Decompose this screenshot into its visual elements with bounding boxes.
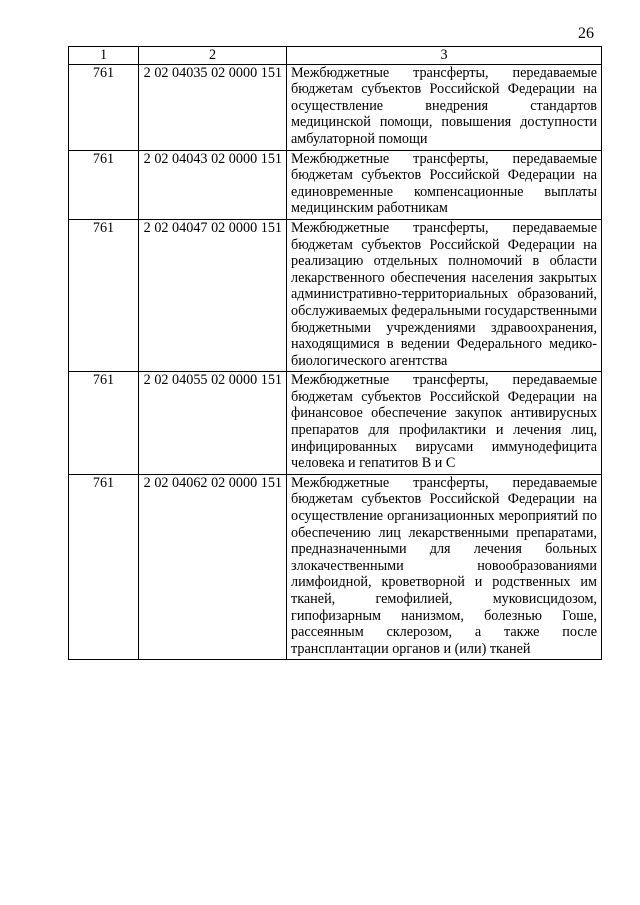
column-header-2: 2 [139,47,287,65]
column-header-3: 3 [287,47,602,65]
page-number: 26 [578,25,594,42]
description-cell: Межбюджетные трансферты, передаваемые бюджетам субъектов Российской Федерации на осуществление организационных мероприятий по обеспечению лиц лекарственными препаратами, предназначенными для лечения больных злокачественными новообразованиями лимфоидной, кроветворной и родственных им тканей, гемофилией, муковисцидозом, гипофизарным нанизмом, болезнью Гоше, рассеянным склерозом, а также после трансплантации органов и (или) тканей [287,474,602,660]
admin-code-cell: 761 [69,372,139,475]
budget-code-cell: 2 02 04062 02 0000 151 [139,474,287,660]
admin-code-cell: 761 [69,474,139,660]
budget-classification-table [68,46,602,660]
column-header-1: 1 [69,47,139,65]
admin-code-cell: 761 [69,219,139,371]
table-header-row [69,47,602,65]
budget-code-cell: 2 02 04047 02 0000 151 [139,219,287,371]
budget-code-cell: 2 02 04043 02 0000 151 [139,150,287,219]
table-row [69,372,602,475]
table-row [69,150,602,219]
admin-code-cell: 761 [69,64,139,150]
budget-code-cell: 2 02 04055 02 0000 151 [139,372,287,475]
description-cell: Межбюджетные трансферты, передаваемые бюджетам субъектов Российской Федерации на финансовое обеспечение закупок антивирусных препаратов для профилактики и лечения лиц, инфицированных вирусами иммунодефицита человека и гепатитов B и C [287,372,602,475]
table-row [69,219,602,371]
description-cell: Межбюджетные трансферты, передаваемые бюджетам субъектов Российской Федерации на осуществление внедрения стандартов медицинской помощи, повышения доступности амбулаторной помощи [287,64,602,150]
description-cell: Межбюджетные трансферты, передаваемые бюджетам субъектов Российской Федерации на реализацию отдельных полномочий в области лекарственного обеспечения населения закрытых административно-территориальных образований, обслуживаемых федеральными государственными бюджетными учреждениями здравоохранения, находящимися в ведении Федерального медико-биологического агентства [287,219,602,371]
table-row [69,64,602,150]
budget-code-cell: 2 02 04035 02 0000 151 [139,64,287,150]
table-row [69,474,602,660]
description-cell: Межбюджетные трансферты, передаваемые бюджетам субъектов Российской Федерации на единовременные компенсационные выплаты медицинским работникам [287,150,602,219]
admin-code-cell: 761 [69,150,139,219]
